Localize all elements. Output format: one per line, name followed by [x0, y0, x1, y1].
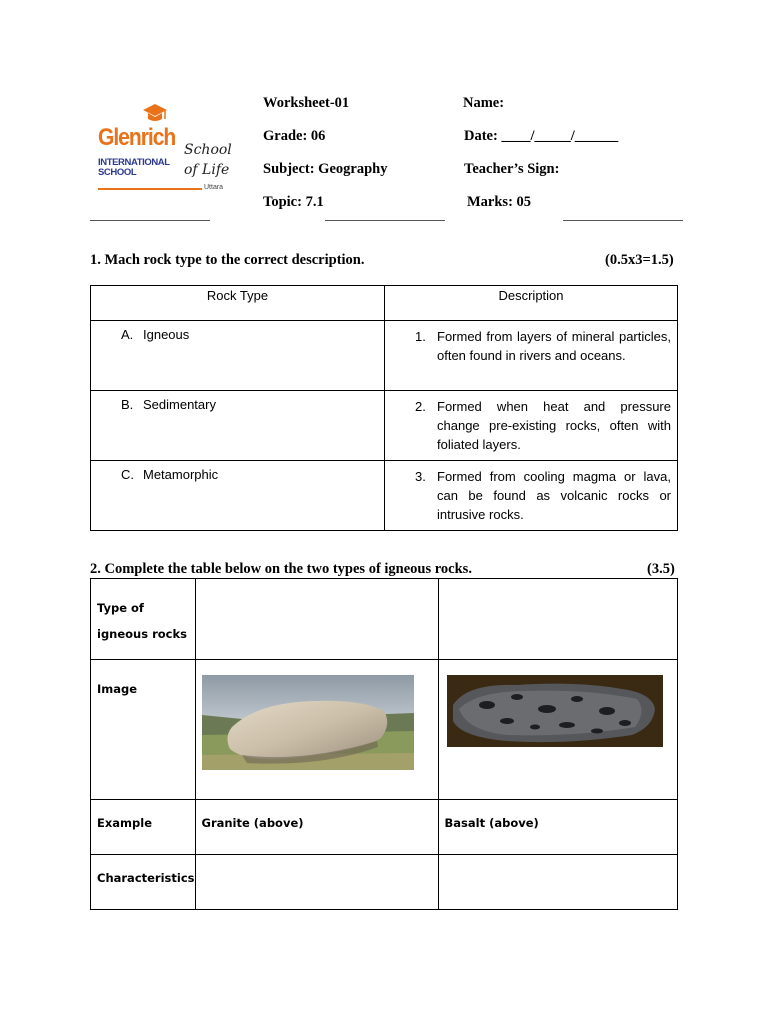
table-row: [91, 461, 678, 531]
row-label-characteristics: Characteristics: [91, 855, 196, 910]
row-label-image: Image: [91, 660, 196, 800]
column-header-description: Description: [385, 286, 678, 321]
logo-brand: Glenrich: [98, 124, 176, 151]
answer-cell[interactable]: [195, 579, 438, 660]
header-divider: [563, 220, 683, 221]
table-row: [91, 855, 678, 910]
igneous-rocks-table: [90, 578, 678, 910]
table-row: [91, 321, 678, 391]
logo-location: Uttara: [204, 184, 224, 191]
header-divider: [90, 220, 210, 221]
rock-matching-table: [90, 285, 678, 531]
row-label-type: Type of igneous rocks: [91, 579, 196, 660]
description-number: 2.: [415, 399, 426, 414]
subject-label: Subject: Geography: [263, 161, 388, 177]
header-divider: [325, 220, 445, 221]
table-row: [91, 391, 678, 461]
table-row: [91, 800, 678, 855]
row-label-example: Example: [91, 800, 196, 855]
logo-subtitle: INTERNATIONAL SCHOOL: [98, 157, 170, 178]
basalt-rock-image: [447, 675, 663, 747]
logo-underline: [98, 188, 202, 190]
topic-label: Topic: 7.1: [263, 194, 324, 210]
column-header-rock-type: Rock Type: [91, 286, 385, 321]
description-number: 3.: [415, 469, 426, 484]
question-2-marks: (3.5): [647, 561, 675, 577]
row-letter: B.: [121, 397, 134, 412]
table-row: [91, 660, 678, 800]
question-2-title: 2. Complete the table below on the two types of igneous rocks.: [90, 561, 472, 577]
example-granite: Granite (above): [195, 800, 438, 855]
example-basalt: Basalt (above): [438, 800, 678, 855]
row-letter: C.: [121, 467, 134, 482]
teacher-sign-field: Teacher’s Sign:: [464, 161, 560, 177]
granite-image-cell: [195, 660, 438, 800]
rock-type: Sedimentary: [143, 397, 216, 412]
rock-type: Igneous: [143, 327, 190, 342]
rock-type: Metamorphic: [143, 467, 219, 482]
question-1-title: 1. Mach rock type to the correct description.: [90, 252, 365, 268]
answer-cell[interactable]: [438, 579, 678, 660]
logo-tagline: School of Life: [184, 142, 232, 178]
row-letter: A.: [121, 327, 134, 342]
basalt-image-cell: [438, 660, 678, 800]
question-1-marks: (0.5x3=1.5): [605, 252, 674, 268]
date-field: Date: ____/_____/______: [464, 128, 619, 144]
table-row: [91, 579, 678, 660]
name-field: Name:: [463, 95, 505, 111]
school-logo: [96, 100, 231, 196]
granite-boulder-image: [202, 675, 414, 770]
description-text: Formed from cooling magma or lava, can be found as volcanic rocks or intrusive rocks.: [437, 469, 671, 522]
answer-cell[interactable]: [195, 855, 438, 910]
description-number: 1.: [415, 329, 426, 344]
description-text: Formed from layers of mineral particles, often found in rivers and oceans.: [437, 329, 671, 363]
graduation-cap-icon: [142, 102, 168, 126]
marks-label: Marks: 05: [467, 194, 532, 210]
answer-cell[interactable]: [438, 855, 678, 910]
grade-label: Grade: 06: [263, 128, 326, 144]
worksheet-number: Worksheet-01: [263, 95, 350, 111]
description-text: Formed when heat and pressure change pre-existing rocks, often with foliated layers.: [437, 399, 671, 452]
